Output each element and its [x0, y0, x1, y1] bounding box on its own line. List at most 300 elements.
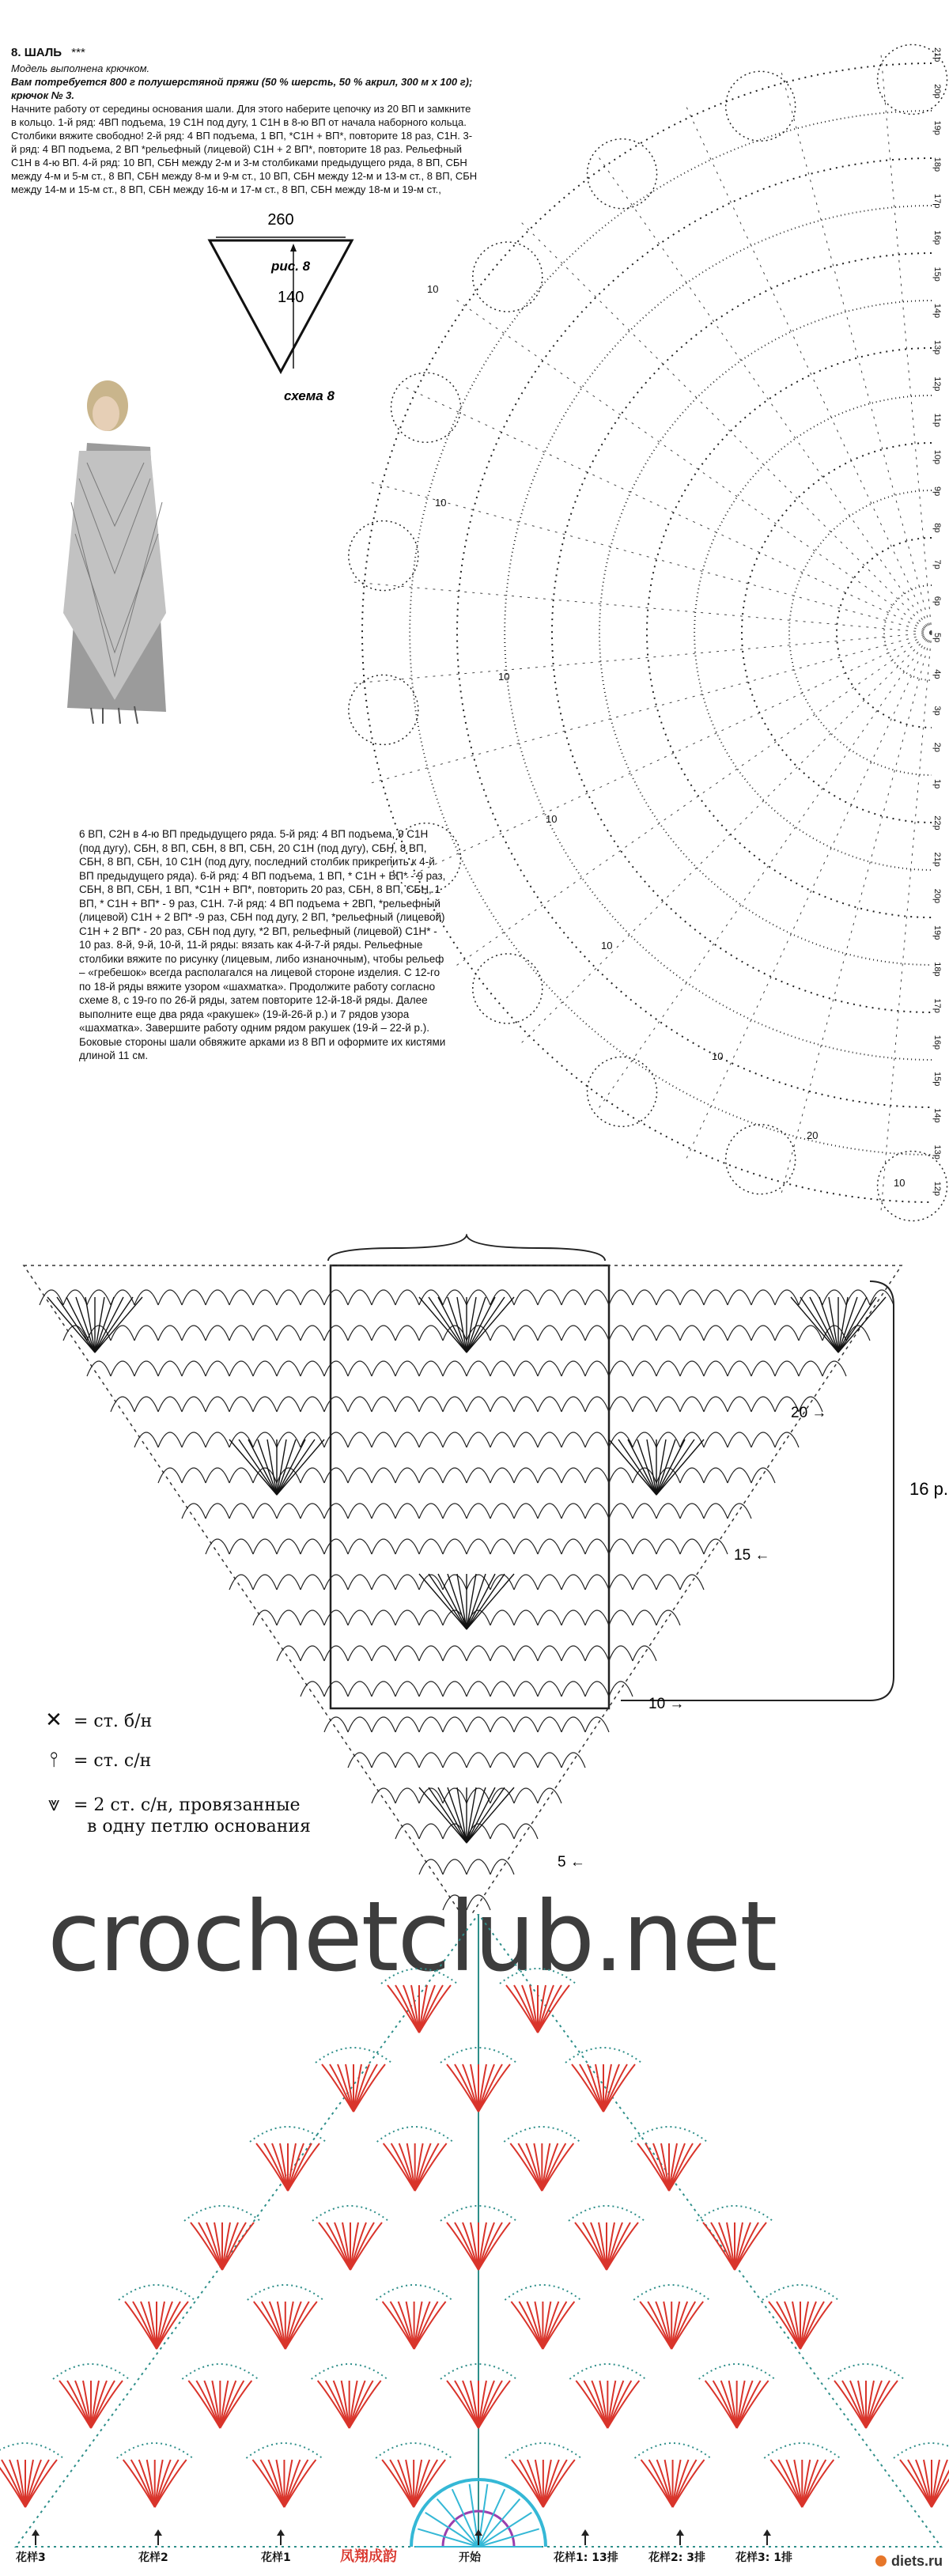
scheme-three-fan-stitch	[256, 2143, 288, 2191]
scheme-two-arch	[467, 1753, 490, 1768]
scheme-two-fan-stitch	[277, 1439, 315, 1495]
scheme-two-fan-stitch	[429, 1574, 467, 1629]
scheme-two-arch	[158, 1326, 182, 1341]
scheme-three-fan	[828, 2364, 904, 2428]
scheme-two-fan-stitch	[448, 1787, 467, 1843]
scheme-two-arch	[680, 1539, 704, 1554]
scheme-two-arch	[561, 1397, 585, 1412]
instructions-body: Начните работу от середины основания шали. Для этого наберите цепочку из 20 ВП и замкните в кольцо. 1-й ряд: 4ВП подъема, 19 С1Н под дугу, 1 С1Н в 8-ю ВП от начала наборного кольца. Столбики вяжите свободно! 2-й ряд: 4 ВП подъема, 1 ВП, *С1Н + ВП*, повторите 18 раз, С1Н. 3-й ряд: 4 ВП подъема, 2 ВП *рельефный (лицевой) С1Н + 2 ВП*, повторите 18 раз. Рельефный С1Н в 4-ю ВП. 4-й ряд: 10 ВП, СБН между 2-м и 3-м столбиками предыдущего ряда, 8 ВП, СБН между 4-м и 5-м ст., 8 ВП, СБН между 8-м и 9-м ст., 10 ВП, СБН между 12-м и 13-м ст., 8 ВП, СБН между 14-м и 15-м ст., 8 ВП, СБН между 16-м и 17-м ст., 8 ВП, СБН между 18-м и 19-м ст.,	[11, 103, 478, 195]
scheme-three-fan-stitch	[770, 2460, 802, 2507]
scheme-three-fan-stitch	[123, 2460, 155, 2507]
scheme-one-spoke	[881, 50, 932, 633]
scheme-one-row-label: 21р	[932, 47, 942, 62]
scheme-two-arch	[728, 1290, 751, 1305]
scheme-three-fan	[376, 2443, 452, 2507]
scheme-three-fan-edge	[376, 2285, 452, 2300]
repeat-brace	[328, 1235, 605, 1261]
dc-icon: ⫯	[49, 1748, 59, 1772]
scheme-two-arch	[704, 1468, 728, 1483]
scheme-two-fan-stitch	[467, 1574, 505, 1629]
scheme-one-row-label: 17р	[932, 194, 942, 209]
label-start: 开始	[459, 2551, 481, 2564]
scheme-two-arch	[206, 1432, 229, 1447]
scheme-two-arch	[348, 1468, 372, 1483]
scheme-three-fan-edge	[53, 2364, 129, 2379]
scheme-one-row-label: 15р	[932, 1072, 942, 1087]
scheme-two-arch	[324, 1290, 348, 1305]
scheme-two-fan-stitch	[467, 1574, 486, 1629]
scheme-two-arch	[348, 1326, 372, 1341]
scheme-three-fan-stitch	[705, 2381, 737, 2428]
scheme-two-arch	[229, 1361, 253, 1376]
scheme-two-arch	[751, 1326, 775, 1341]
scheme-two-arch	[324, 1432, 348, 1447]
scheme-one-spoke	[366, 633, 932, 785]
row-bracket	[621, 1281, 894, 1700]
scheme-two-arch	[372, 1539, 395, 1554]
scheme-two-arch	[277, 1539, 301, 1554]
scheme-two-arch	[561, 1468, 585, 1483]
scheme-two-arch	[134, 1432, 158, 1447]
scheme-three-fan-stitch	[403, 1985, 419, 2033]
scheme-one-shell	[588, 139, 657, 209]
scheme-two-arch	[372, 1753, 395, 1768]
scheme-two-arch	[633, 1575, 656, 1590]
scheme-two-arch	[419, 1468, 443, 1483]
scheme-one-row-label: 1р	[932, 779, 942, 789]
scheme-one-spoke	[684, 102, 932, 633]
scheme-three-fan	[381, 1969, 457, 2033]
scheme-two-arch	[301, 1432, 324, 1447]
scheme-three-fan-stitch	[139, 2460, 155, 2507]
scheme-three-arrowhead	[32, 2529, 40, 2536]
scheme-two-arch	[277, 1646, 301, 1661]
scheme-two-arch	[182, 1432, 206, 1447]
scheme-one-shell	[726, 71, 796, 141]
scheme-two-arch	[704, 1539, 728, 1554]
scheme-three-fan-stitch	[388, 1985, 419, 2033]
figure-label: рис. 8	[271, 259, 311, 274]
scheme-one-spoke	[596, 633, 932, 1112]
scheme-two-arch	[585, 1646, 609, 1661]
scheme-two-arch	[229, 1504, 253, 1519]
scheme-one-spoke	[401, 633, 932, 880]
scheme-two-arch	[158, 1468, 182, 1483]
scheme-two-arch	[277, 1575, 301, 1590]
scheme-three-fan-stitch	[673, 2460, 705, 2507]
scheme-two-arch	[277, 1361, 301, 1376]
scheme-two-arch	[372, 1326, 395, 1341]
scheme-two-arch	[395, 1753, 419, 1768]
scheme-two-arch	[728, 1504, 751, 1519]
scheme-one-row-label: 16р	[932, 1035, 942, 1050]
scheme-two-arch	[324, 1361, 348, 1376]
scheme-three-arrowhead	[763, 2529, 771, 2536]
scheme-three-fan-stitch	[191, 2222, 222, 2270]
scheme-two-arch	[490, 1859, 514, 1874]
scheme-two-arch	[585, 1575, 609, 1590]
scheme-two-arch	[253, 1397, 277, 1412]
scheme-two-arch	[609, 1539, 633, 1554]
scheme-one-row-label: 11р	[932, 413, 942, 428]
scheme-one-row-label: 8р	[932, 523, 942, 533]
scheme-two-arch	[395, 1646, 419, 1661]
scheme-two-arch	[538, 1504, 561, 1519]
scheme-two-arch	[680, 1432, 704, 1447]
scheme-one-shell	[349, 521, 418, 591]
scheme-three-fan-stitch	[657, 2460, 673, 2507]
scheme-three-fan-stitch	[543, 2302, 574, 2349]
width-label: 260	[267, 214, 294, 229]
scheme-three-fan-stitch	[576, 2381, 607, 2428]
scheme-two-fan-stitch	[656, 1439, 694, 1495]
scheme-two-arch	[514, 1681, 538, 1697]
scheme-two-arch	[134, 1361, 158, 1376]
scheme-two-arch	[111, 1361, 134, 1376]
scheme-two-arch	[253, 1610, 277, 1625]
scheme-two-arch	[561, 1326, 585, 1341]
scheme-three-fan-edge	[762, 2285, 838, 2300]
scheme-one-row-labels	[932, 47, 942, 1196]
scheme-three-fan-stitch	[268, 2460, 284, 2507]
scheme-two-arch	[822, 1290, 846, 1305]
scheme-two-arch	[514, 1753, 538, 1768]
scheme-two-arch	[561, 1539, 585, 1554]
scheme-three-fan	[248, 2285, 323, 2349]
scheme-three-fan	[500, 1969, 576, 2033]
scheme-three-fan-stitch	[538, 1985, 569, 2033]
scheme-two-arch	[490, 1361, 514, 1376]
model-photo	[55, 376, 182, 724]
site-badge: diets.ru	[875, 2553, 943, 2570]
scheme-two-arch	[538, 1788, 561, 1803]
scheme-one-shell	[473, 242, 543, 312]
scheme-three-fan	[635, 2443, 711, 2507]
scheme-three-fan-edge	[316, 2048, 391, 2063]
scheme-one-spoke	[349, 633, 932, 683]
scheme-two-arch	[372, 1717, 395, 1732]
scheme-two-arch	[704, 1326, 728, 1341]
scheme-three-arrowhead	[676, 2529, 684, 2536]
repeat-rows-label: 16 р.	[909, 1479, 948, 1499]
scheme-three-fan-stitch	[527, 2460, 543, 2507]
x-icon: ✕	[45, 1708, 62, 1732]
scheme-three-fan-stitch	[350, 2381, 381, 2428]
scheme-two-arch	[301, 1361, 324, 1376]
scheme-two-arch	[680, 1504, 704, 1519]
scheme-three-fan-stitch	[284, 2460, 316, 2507]
scheme-three-fan-stitch	[155, 2460, 187, 2507]
scheme-two-arch	[609, 1290, 633, 1305]
scheme-two-arch	[395, 1575, 419, 1590]
scheme-three-fan-stitch	[272, 2143, 288, 2191]
scheme-two-arch	[372, 1788, 395, 1803]
scheme-three-fan-stitch	[157, 2302, 188, 2349]
scheme-two-arch	[751, 1361, 775, 1376]
scheme-two-fan-stitch	[838, 1297, 876, 1352]
scheme-two-fan-stitch	[467, 1787, 486, 1843]
scheme-two-arch	[395, 1504, 419, 1519]
scheme-three-fan-edge	[0, 2443, 63, 2458]
scheme-two-arch	[490, 1717, 514, 1732]
scheme-two-arch	[585, 1504, 609, 1519]
scheme-two-arch	[443, 1397, 467, 1412]
scheme-two-arch	[158, 1361, 182, 1376]
scheme-two-arch	[870, 1290, 894, 1305]
scheme-two-fan-stitch	[800, 1297, 838, 1352]
scheme-two-arch	[704, 1361, 728, 1376]
scheme-two-arch	[40, 1290, 63, 1305]
scheme-two-arch	[134, 1326, 158, 1341]
scheme-three-fan-stitch	[206, 2222, 222, 2270]
scheme-two-arch	[538, 1290, 561, 1305]
scheme-two-arch	[206, 1397, 229, 1412]
scheme-one-row-label: 2р	[932, 742, 942, 752]
scheme-one-shell	[349, 675, 418, 744]
scheme-two-arch	[419, 1397, 443, 1412]
scheme-two-arch	[538, 1397, 561, 1412]
scheme-two-arch	[538, 1539, 561, 1554]
scheme-three-fan-stitch	[419, 1985, 451, 2033]
scheme-two-arch	[585, 1326, 609, 1341]
scheme-two-arch	[229, 1397, 253, 1412]
scheme-three-fan-edge	[182, 2364, 258, 2379]
scheme-two-arch	[680, 1326, 704, 1341]
scheme-two-arch	[348, 1681, 372, 1697]
scheme-three-fan-edge	[381, 1969, 457, 1984]
scheme-two-arch	[419, 1717, 443, 1732]
scheme-three-fan-stitch	[786, 2460, 802, 2507]
scheme-two-arch	[419, 1504, 443, 1519]
scheme-two-arch	[467, 1468, 490, 1483]
scheme-two-arch	[775, 1326, 799, 1341]
scheme-three-fan	[377, 2127, 453, 2191]
scheme-three-fan	[699, 2364, 775, 2428]
scheme-three-fan-stitch	[447, 2064, 478, 2112]
scheme-two-fan-stitch	[95, 1297, 133, 1352]
scheme-two-arch	[490, 1753, 514, 1768]
scheme-three-fan-stitch	[125, 2302, 157, 2349]
scheme-two-arch	[751, 1432, 775, 1447]
scheme-two-arch	[561, 1290, 585, 1305]
scheme-three-fan	[312, 2364, 388, 2428]
scheme-two-arch	[419, 1432, 443, 1447]
scheme-two-arch	[728, 1361, 751, 1376]
scheme-two-arch	[87, 1290, 111, 1305]
scheme-two-arch	[324, 1326, 348, 1341]
scheme-three-fan-edge	[248, 2285, 323, 2300]
scheme-two-fan-stitch	[467, 1297, 486, 1352]
scheme-three-fan-edge	[500, 1969, 576, 1984]
scheme-two-arch	[514, 1361, 538, 1376]
scheme-one-row-label: 20р	[932, 84, 942, 99]
scheme-three-fan-stitch	[640, 2302, 671, 2349]
scheme-two-arch	[419, 1753, 443, 1768]
legend-v: ⩔ = 2 ст. с/н, провязанные в одну петлю основания	[40, 1792, 311, 1836]
scheme-two-arch	[609, 1397, 633, 1412]
scheme-two-arch	[348, 1610, 372, 1625]
scheme-three-fan	[0, 2443, 63, 2507]
scheme-three-fan-stitch	[318, 2381, 350, 2428]
scheme-one-row-label: 22р	[932, 815, 942, 830]
scheme-two-arch	[253, 1361, 277, 1376]
scheme-two-arch	[633, 1361, 656, 1376]
scheme-one-ring	[647, 348, 932, 917]
scheme-two-arch	[561, 1432, 585, 1447]
scheme-two-arch	[538, 1575, 561, 1590]
scheme-two-arch	[253, 1290, 277, 1305]
scheme-three-fan-stitch	[607, 2222, 638, 2270]
scheme-three-fan-stitch	[543, 2460, 575, 2507]
row-label-20: 20 →	[791, 1405, 827, 1421]
scheme-three-stitches	[0, 1914, 949, 2547]
scheme-three-fan-stitch	[463, 2381, 478, 2428]
scheme-three-fan	[312, 2206, 388, 2270]
scheme-two-arch	[134, 1397, 158, 1412]
scheme-two-arch	[490, 1468, 514, 1483]
scheme-two-arch	[443, 1646, 467, 1661]
scheme-two-arch	[467, 1646, 490, 1661]
scheme-three-fan-stitch	[850, 2381, 866, 2428]
scheme-three-fan-stitch	[506, 1985, 538, 2033]
scheme-two-arch	[301, 1681, 324, 1697]
scheme-three-fan-stitch	[322, 2064, 354, 2112]
scheme-one-ring	[789, 490, 932, 775]
scheme-three-fan-stitch	[735, 2222, 766, 2270]
scheme-two-fan-stitch	[448, 1574, 467, 1629]
scheme-two-arch	[206, 1326, 229, 1341]
scheme-three-fan-edge	[312, 2364, 388, 2379]
scheme-three-fan-stitch	[592, 2381, 607, 2428]
scheme-two-arch	[324, 1717, 348, 1732]
scheme-three-fan-stitch	[382, 2460, 414, 2507]
scheme-three-fan-stitch	[334, 2381, 350, 2428]
scheme-one-arch-number: 10	[498, 671, 510, 683]
scheme-three-fan-edge	[633, 2285, 709, 2300]
scheme-two-arch	[324, 1468, 348, 1483]
scheme-three-fan-stitch	[350, 2222, 382, 2270]
scheme-two-arch	[656, 1290, 680, 1305]
scheme-three-fan-edge	[764, 2443, 840, 2458]
scheme-two-arch	[229, 1575, 253, 1590]
scheme-two-arch	[514, 1575, 538, 1590]
scheme-two-arch	[704, 1290, 728, 1305]
scheme-three-fan-stitch	[478, 2222, 510, 2270]
scheme-two-arch	[206, 1468, 229, 1483]
scheme-one-row-label: 10р	[932, 449, 942, 465]
scheme-two-arch	[324, 1539, 348, 1554]
scheme-two-arch	[680, 1397, 704, 1412]
scheme-two-arch	[301, 1575, 324, 1590]
scheme-two-arch	[538, 1610, 561, 1625]
scheme-three-fan	[182, 2364, 258, 2428]
scheme-two-arch	[633, 1290, 656, 1305]
scheme-two-arch	[443, 1290, 467, 1305]
scheme-two-arch	[206, 1539, 229, 1554]
scheme-three-fan-stitch	[916, 2460, 932, 2507]
scheme-two-arch	[348, 1646, 372, 1661]
scheme-three-fan-edge	[119, 2285, 195, 2300]
scheme-three-fan-stitch	[75, 2381, 91, 2428]
scheme-three-fan-stitch	[399, 2143, 415, 2191]
scheme-two-arch	[395, 1361, 419, 1376]
scheme-one-spoke	[518, 633, 932, 1046]
scheme-two-arch	[538, 1468, 561, 1483]
scheme-two-arch	[277, 1432, 301, 1447]
row-label-15: 15 ←	[734, 1547, 770, 1564]
scheme-two-arch	[395, 1610, 419, 1625]
scheme-three-fan-edge	[505, 2443, 581, 2458]
scheme-two-arch	[419, 1824, 443, 1839]
scheme-three-fan-stitch	[591, 2222, 607, 2270]
scheme-one-row-label: 21р	[932, 852, 942, 867]
pattern-title: 8. ШАЛЬ ***	[11, 46, 85, 59]
scheme-one-arch-number: 10	[894, 1177, 906, 1189]
scheme-two-arch	[561, 1753, 585, 1768]
scheme-two-arch	[585, 1361, 609, 1376]
legend-dc: ⫯ = ст. с/н	[40, 1748, 151, 1772]
scheme-two-arch	[324, 1646, 348, 1661]
continuation-text: 6 ВП, С2Н в 4-ю ВП предыдущего ряда. 5-й ряд: 4 ВП подъема, 9 С1Н (под дугу), СБН, 8 ВП, СБН, 8 ВП, СБН, 20 С1Н (под дугу), СБН, 8 ВП, СБН, 8 ВП, СБН, 10 С1Н (под дугу, последний столбик прикрепить к 4-й ВП предыдущего ряда). 6-й ряд: 4 ВП подъема, 1 ВП, * С1Н + ВП* - 9 раз, СБН, 8 ВП, СБН, 1 ВП, *С1Н + ВП*, повторить 20 раз, СБН, 8 ВП, СБН, 1 ВП, * С1Н + ВП* - 9 раз, С1Н. 7-й ряд: 4 ВП подъема + 2ВП, *рельефный (лицевой) С1Н + 2 ВП* -9 раз, СБН под дугу, 2 ВП, *рельефный (лицевой) С1Н + 2 ВП* - 20 раз, СБН под дугу, *2 ВП, рельефный (лицевой) С1Н* - 10 раз. 8-й, 9-й, 10-й, 11-й ряды: вязать как 4-й-7-й ряды. Рельефные столбики вяжите по рисунку (лицевым, либо изнаночным), чтобы рельеф – «гребешок» всегда располагался на лицевой стороне изделия. С 12-го по 18-й ряды вяжите узором «шахматка». Продолжите работу согласно схеме 8, с 19-го по 26-й ряды, затем повторите 12-й-18-й ряды. Далее выполните еще два ряда «ракушек» (19-й-26-й р.) и 7 рядов узора «шахматка». Завершите работу одним рядом ракушек (19-й – 22-й р.). Боковые стороны шали обвяжите арками из 8 ВП и оформите их кистями длиной 11 см.	[79, 828, 446, 1061]
scheme-three-fan-edge	[117, 2443, 193, 2458]
scheme-two-arch	[395, 1397, 419, 1412]
scheme-two-fan-stitch	[467, 1297, 505, 1352]
scheme-three-fan-stitch	[398, 2460, 414, 2507]
scheme-two-arch	[751, 1290, 775, 1305]
scheme-three-fan-stitch	[785, 2302, 800, 2349]
scheme-two-arch	[561, 1361, 585, 1376]
scheme-three-fan-stitch	[721, 2381, 737, 2428]
scheme-three-fan	[184, 2206, 260, 2270]
height-label: 140	[278, 289, 304, 306]
scheme-three-fan-stitch	[383, 2302, 414, 2349]
scheme-two-arch	[443, 1468, 467, 1483]
scheme-one-spoke	[452, 297, 932, 633]
scheme-three-fan-stitch	[542, 2143, 573, 2191]
scheme-two-arch	[538, 1717, 561, 1732]
scheme-three-fan-edge	[828, 2364, 904, 2379]
scheme-two-arch	[372, 1575, 395, 1590]
scheme-two-arch	[704, 1432, 728, 1447]
scheme-two-arch	[633, 1397, 656, 1412]
scheme-two-arch	[514, 1646, 538, 1661]
scheme-two-arch	[111, 1326, 134, 1341]
scheme-two-fan-stitch	[467, 1787, 505, 1843]
scheme-two-arch	[585, 1290, 609, 1305]
scheme-two-arch	[561, 1646, 585, 1661]
scheme-two-arch	[585, 1432, 609, 1447]
scheme-three-fan-stitch	[415, 2143, 447, 2191]
scheme-two-arch	[728, 1326, 751, 1341]
scheme-one-ring	[837, 538, 932, 728]
scheme-one-ring	[694, 395, 932, 870]
scheme-one-row-label: 18р	[932, 962, 942, 977]
scheme-two-fan-stitch	[239, 1439, 277, 1495]
scheme-three-fan-stitch	[703, 2222, 735, 2270]
scheme-two-arch	[822, 1361, 846, 1376]
scheme-two-arch	[514, 1788, 538, 1803]
label-pattern2-left: 花样2	[138, 2551, 168, 2564]
scheme-two-arch	[443, 1539, 467, 1554]
scheme-two-arch	[395, 1717, 419, 1732]
scheme-three-fan-stitch	[288, 2143, 319, 2191]
scheme-two-arch	[514, 1468, 538, 1483]
scheme-two-arch	[633, 1610, 656, 1625]
scheme-one-spoke	[366, 481, 932, 633]
scheme-three-fan-stitch	[603, 2064, 635, 2112]
subtitle: Модель выполнена крючком.	[11, 62, 150, 74]
scheme-two-arch	[301, 1646, 324, 1661]
